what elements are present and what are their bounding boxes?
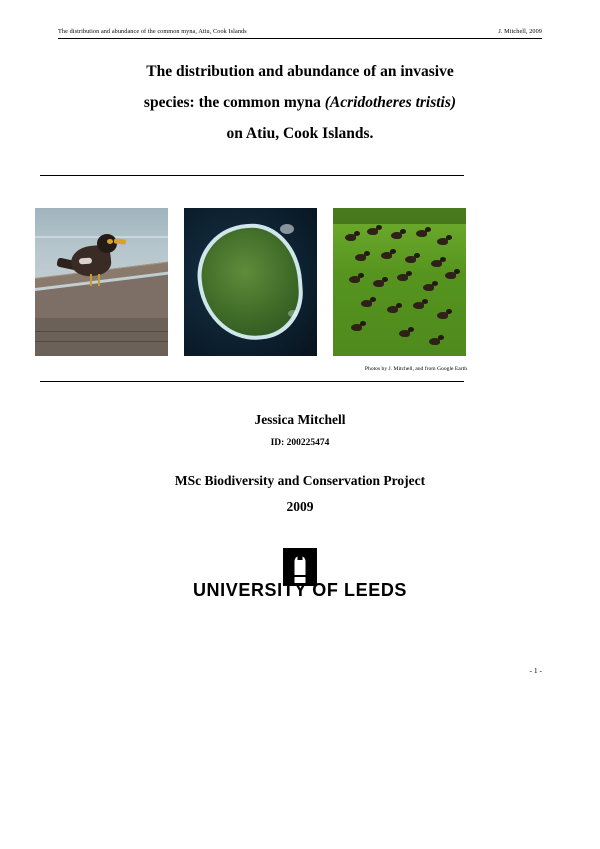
flock-bird <box>351 324 362 331</box>
myna-leg-left <box>90 274 92 286</box>
figure-credit: Photos by J. Mitchell, and from Google Earth <box>364 366 467 372</box>
flock-bird <box>399 330 410 337</box>
deck-front <box>35 318 168 356</box>
title-species-binomial: (Acridotheres tristis) <box>324 94 457 111</box>
page-number: - 1 - <box>529 666 542 675</box>
flock-bird <box>405 256 416 263</box>
figure-strip <box>35 208 467 356</box>
header-divider <box>58 38 542 39</box>
myna-eye-patch <box>107 239 113 244</box>
flock-bird <box>361 300 372 307</box>
myna-wing-patch <box>79 258 92 265</box>
course-title: MSc Biodiversity and Conservation Project <box>174 473 426 488</box>
myna-head <box>97 234 117 253</box>
crest-tower-top <box>298 553 303 560</box>
title-line-2-text: species: the common myna <box>143 94 325 111</box>
title-line-3: on Atiu, Cook Islands. <box>226 125 374 142</box>
flock-bird <box>437 312 448 319</box>
crest-tower <box>295 556 306 583</box>
flock-bird <box>431 260 442 267</box>
photo-satellite-view-of-atiu <box>184 208 317 356</box>
year: 2009 <box>286 499 314 514</box>
flock-bird <box>416 230 427 237</box>
crest-tower-band <box>295 575 306 577</box>
myna-leg-right <box>98 274 100 286</box>
flock-bird <box>445 272 456 279</box>
running-header <box>58 28 542 35</box>
flock-bird <box>373 280 384 287</box>
flock-bird <box>391 232 402 239</box>
flock-bird <box>387 306 398 313</box>
rule-below-figures <box>40 381 464 382</box>
flock-bird <box>367 228 378 235</box>
photo-myna-flock-on-grass <box>333 208 466 356</box>
photo-common-myna-on-railing <box>35 208 168 356</box>
author-name: Jessica Mitchell <box>254 412 346 427</box>
flock-bird <box>355 254 366 261</box>
header-title-left: The distribution and abundance of the common myna, Atiu, Cook Islands <box>58 28 247 35</box>
flock-bird <box>397 274 408 281</box>
cloud-2 <box>288 310 298 317</box>
page-title <box>60 56 540 149</box>
title-line-1: The distribution and abundance of an invasive <box>146 63 454 80</box>
university-name: UNIVERSITY OF LEEDS <box>192 580 408 600</box>
header-author-right: J. Mitchell, 2009 <box>498 28 542 35</box>
author-id: ID: 200225474 <box>270 438 330 448</box>
rule-above-figures <box>40 175 464 176</box>
title-line-2 <box>60 87 540 118</box>
plank-line-2 <box>35 331 168 332</box>
flock-bird <box>429 338 440 345</box>
cloud-1 <box>280 224 294 234</box>
flock-bird <box>349 276 360 283</box>
flock-bird <box>413 302 424 309</box>
flock-bird <box>423 284 434 291</box>
shaded-grass-band <box>333 208 466 224</box>
flock-bird <box>345 234 356 241</box>
flock-bird <box>437 238 448 245</box>
plank-line-1 <box>35 341 168 342</box>
flock-bird <box>381 252 392 259</box>
